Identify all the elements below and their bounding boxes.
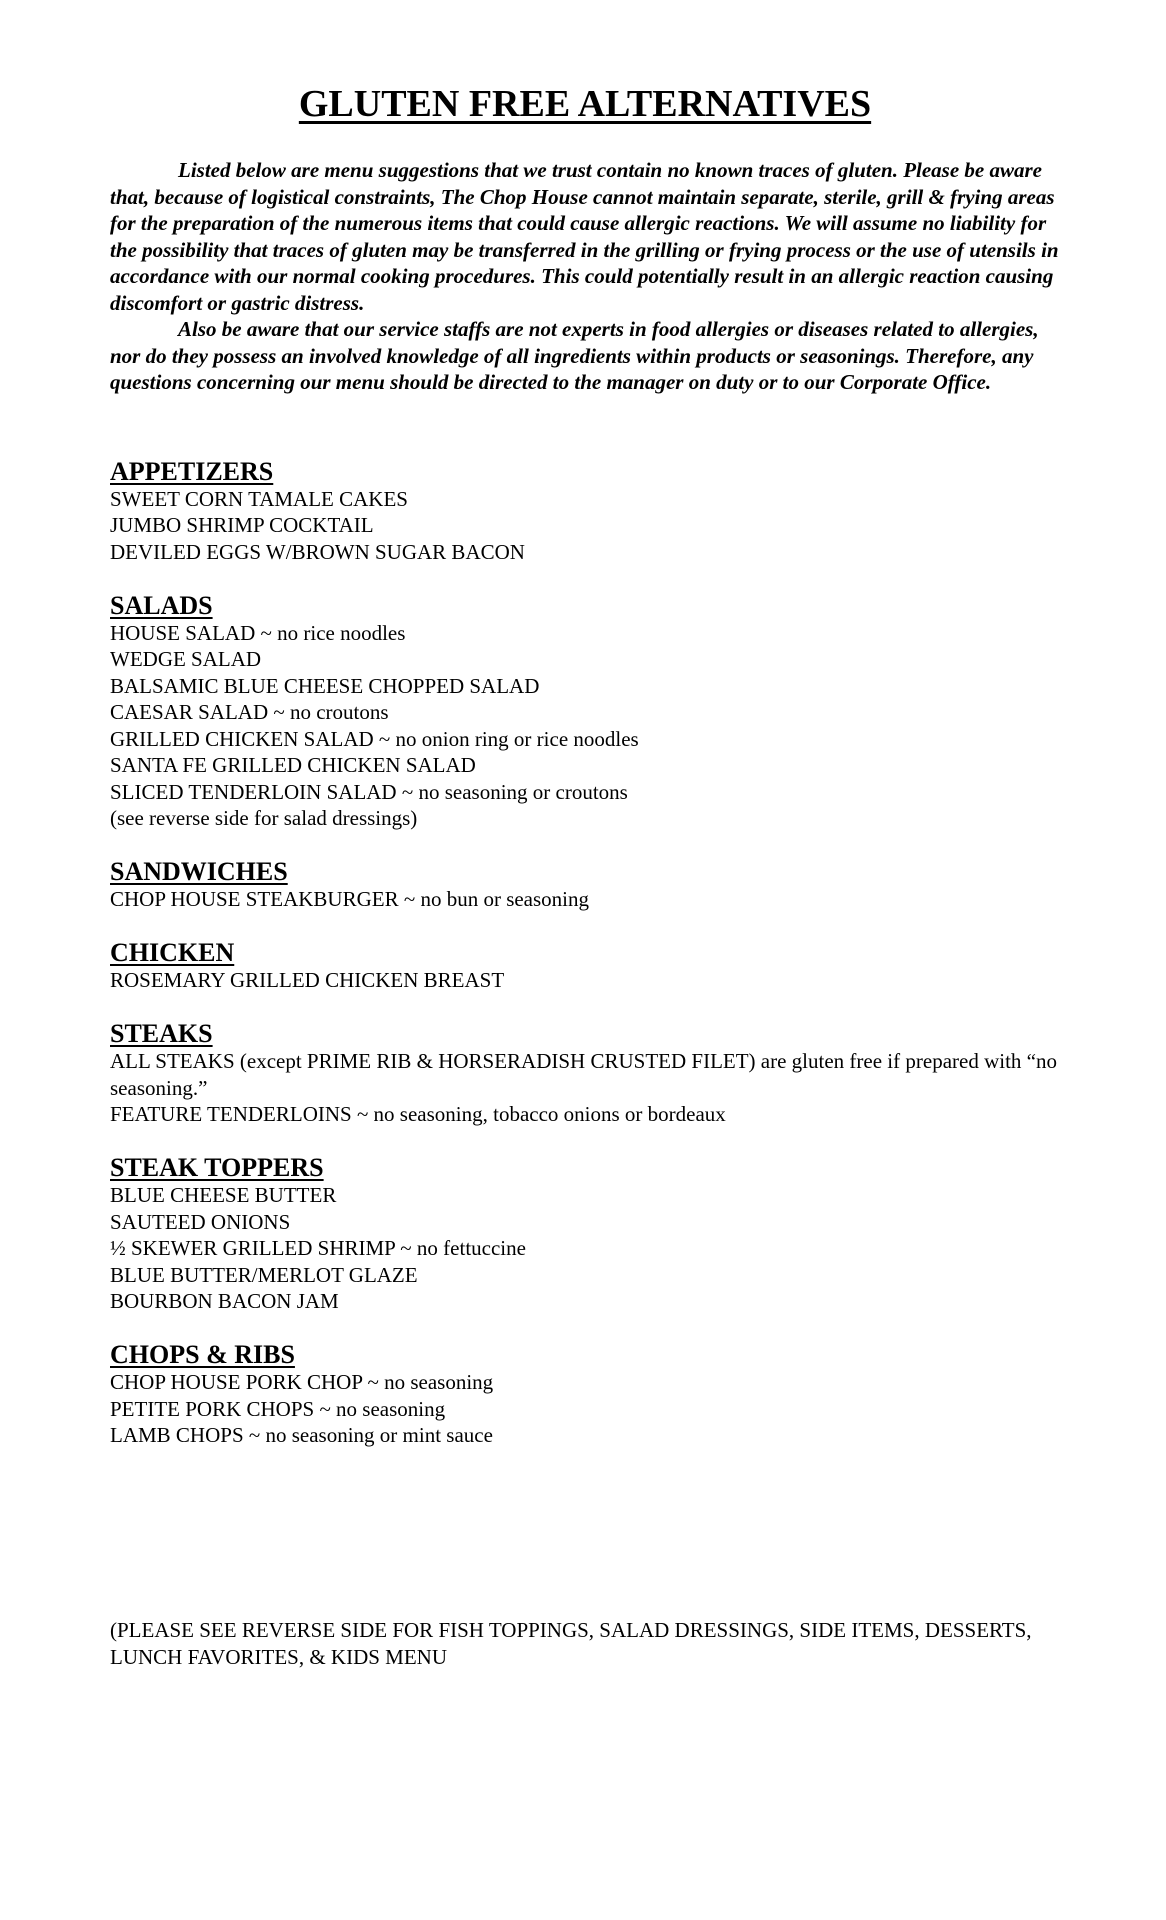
menu-item: JUMBO SHRIMP COCKTAIL: [110, 513, 374, 537]
menu-item: CHOP HOUSE PORK CHOP ~ no seasoning: [110, 1370, 494, 1394]
menu-item: ALL STEAKS (except PRIME RIB & HORSERADISH CRUSTED FILET) are gluten free if prepared with “no seasoning.”: [110, 1049, 1057, 1100]
section-salads: [110, 592, 1060, 832]
menu-item: BLUE CHEESE BUTTER: [110, 1183, 337, 1207]
menu-item: CHOP HOUSE STEAKBURGER ~ no bun or seasoning: [110, 887, 590, 911]
gluten-disclaimer: [110, 157, 1060, 396]
menu-note: (see reverse side for salad dressings): [110, 806, 418, 830]
menu-item: SWEET CORN TAMALE CAKES: [110, 486, 408, 511]
menu-item: BLUE BUTTER/MERLOT GLAZE: [110, 1262, 418, 1287]
reverse-side-note: (PLEASE SEE REVERSE SIDE FOR FISH TOPPINGS, SALAD DRESSINGS, SIDE ITEMS, DESSERTS, LUNCH FAVORITES, & KIDS MENU: [110, 1618, 1032, 1669]
page-title: GLUTEN FREE ALTERNATIVES: [298, 83, 872, 125]
disclaimer-paragraph-1: Listed below are menu suggestions that we trust contain no known traces of gluten. Please be aware that, because of logistical constraints, The Chop House cannot maintain separate, sterile, grill & frying areas for the preparation of the numerous items that could cause allergic reactions. We will assume no liability for the possibility that traces of gluten may be transferred in the grilling or frying process or the use of utensils in accordance with our normal cooking procedures. This could potentially result in an allergic reaction causing discomfort or gastric distress.: [110, 158, 1059, 315]
menu-item: FEATURE TENDERLOINS ~ no seasoning, tobacco onions or bordeaux: [110, 1102, 726, 1126]
section-appetizers: [110, 458, 1060, 566]
disclaimer-paragraph-2: Also be aware that our service staffs are not experts in food allergies or diseases related to allergies, nor do they possess an involved knowledge of all ingredients within products or seasonings. Therefore, any questions concerning our menu should be directed to the manager on duty or to our Corporate Office.: [110, 317, 1039, 394]
menu-item: HOUSE SALAD ~ no rice noodles: [110, 620, 406, 645]
menu-item: CAESAR SALAD ~ no croutons: [110, 700, 389, 724]
section-heading: STEAK TOPPERS: [110, 1153, 324, 1182]
section-steak-toppers: [110, 1154, 1060, 1315]
section-heading: APPETIZERS: [110, 456, 274, 486]
section-heading: CHOPS & RIBS: [110, 1340, 295, 1369]
menu-sections: [110, 458, 1060, 1449]
section-steaks: [110, 1020, 1060, 1128]
document-page: [110, 0, 1060, 1475]
menu-item: ½ SKEWER GRILLED SHRIMP ~ no fettuccine: [110, 1236, 526, 1260]
section-heading: SALADS: [110, 590, 213, 620]
menu-item: BALSAMIC BLUE CHEESE CHOPPED SALAD: [110, 673, 540, 698]
menu-item: SANTA FE GRILLED CHICKEN SALAD: [110, 753, 476, 777]
section-sandwiches: [110, 858, 1060, 913]
menu-item: DEVILED EGGS W/BROWN SUGAR BACON: [110, 539, 525, 564]
menu-item: SLICED TENDERLOIN SALAD ~ no seasoning or croutons: [110, 779, 628, 804]
section-chops-and-ribs: [110, 1341, 1060, 1449]
menu-item: LAMB CHOPS ~ no seasoning or mint sauce: [110, 1423, 493, 1447]
menu-item: PETITE PORK CHOPS ~ no seasoning: [110, 1396, 446, 1421]
section-chicken: [110, 939, 1060, 994]
menu-item: SAUTEED ONIONS: [110, 1209, 291, 1234]
menu-item: GRILLED CHICKEN SALAD ~ no onion ring or rice noodles: [110, 726, 639, 751]
menu-item: WEDGE SALAD: [110, 647, 262, 671]
section-heading: STEAKS: [110, 1019, 213, 1048]
section-heading: SANDWICHES: [110, 857, 288, 886]
section-heading: CHICKEN: [110, 938, 235, 967]
menu-item: ROSEMARY GRILLED CHICKEN BREAST: [110, 968, 505, 992]
menu-item: BOURBON BACON JAM: [110, 1289, 339, 1313]
